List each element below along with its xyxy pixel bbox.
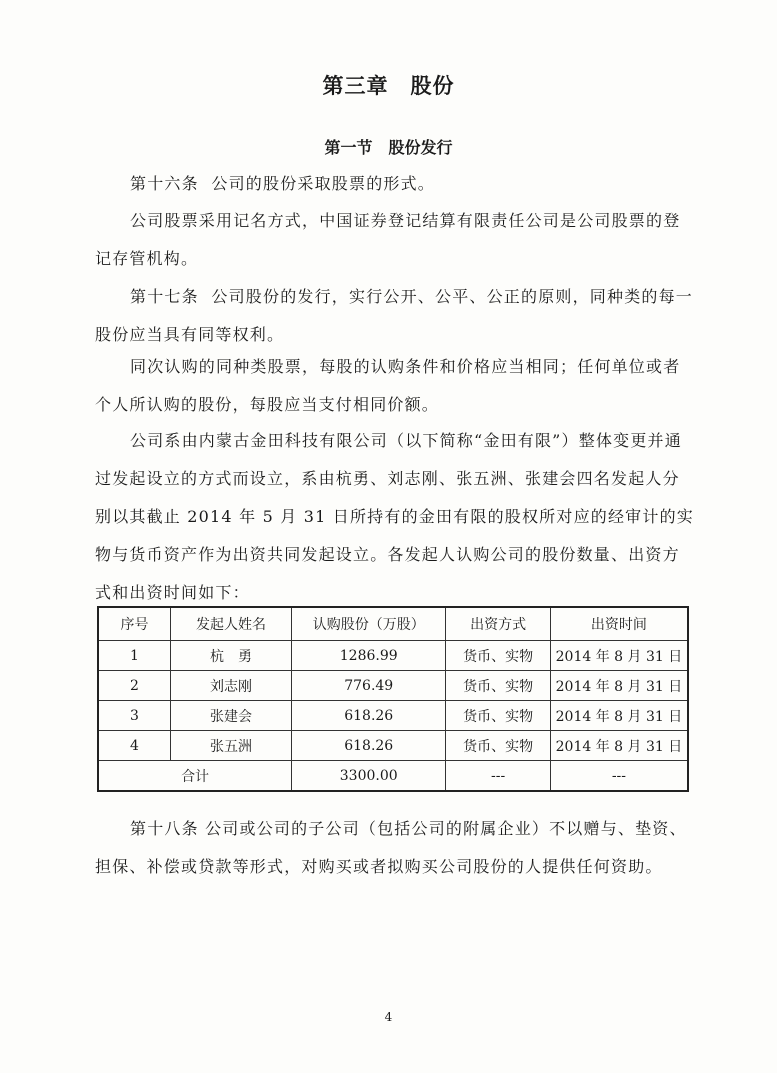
row-date: 2014 年 8 月 31 日 (550, 731, 688, 761)
total-date: --- (550, 761, 688, 792)
row-index: 4 (98, 731, 170, 761)
row-shares: 618.26 (292, 701, 446, 731)
article-16-para-2: 公司股票采用记名方式，中国证券登记结算有限责任公司是公司股票的登记存管机构。 (95, 211, 681, 268)
table-total-row (98, 761, 688, 792)
row-method: 货币、实物 (446, 641, 551, 671)
article-16 (95, 165, 695, 203)
article-17-para-3: 公司系由内蒙古金田科技有限公司（以下简称“金田有限”）整体变更并通过发起设立的方式而设立，系由杭勇、刘志刚、张五洲、张建会四名发起人分别以其截止 2014 年 5 月 31 日所持有的金田有限的股权所对应的经审计的实物与货币资产作为出资共同发起设立。各发起人认购公司的股份数量、出资方式和出资时间如下： (95, 431, 694, 602)
row-method: 货币、实物 (446, 701, 551, 731)
row-shares: 776.49 (292, 671, 446, 701)
row-name: 张五洲 (170, 731, 291, 761)
row-shares: 618.26 (292, 731, 446, 761)
chapter-title: 第三章 股份 (322, 74, 455, 98)
article-17 (95, 278, 695, 354)
header-method: 出资方式 (446, 607, 551, 641)
row-name: 杭 勇 (170, 641, 291, 671)
article-18-text: 公司或公司的子公司（包括公司的附属企业）不以赠与、垫资、担保、补偿或贷款等形式，对购买或者拟购买公司股份的人提供任何资助。 (95, 819, 687, 876)
row-name: 刘志刚 (170, 671, 291, 701)
section-title: 第一节 股份发行 (324, 138, 453, 157)
article-17-text: 公司股份的发行，实行公开、公平、公正的原则，同种类的每一股份应当具有同等权利。 (95, 287, 693, 344)
row-method: 货币、实物 (446, 671, 551, 701)
total-shares: 3300.00 (292, 761, 446, 792)
header-date: 出资时间 (550, 607, 688, 641)
article-18-label: 第十八条 (130, 819, 199, 838)
row-name: 张建会 (170, 701, 291, 731)
table-row (98, 641, 688, 671)
header-name: 发起人姓名 (170, 607, 291, 641)
table-row (98, 731, 688, 761)
table-row (98, 701, 688, 731)
article-16-label: 第十六条 (130, 174, 199, 193)
table-header-row (98, 607, 688, 641)
article-18 (95, 810, 695, 886)
header-index: 序号 (98, 607, 170, 641)
article-16-text: 公司的股份采取股票的形式。 (211, 174, 435, 193)
article-17-para-2: 同次认购的同种类股票，每股的认购条件和价格应当相同；任何单位或者个人所认购的股份，每股应当支付相同价额。 (95, 357, 681, 414)
row-shares: 1286.99 (292, 641, 446, 671)
article-17-label: 第十七条 (130, 287, 199, 306)
table-row (98, 671, 688, 701)
founders-table (97, 606, 689, 792)
row-date: 2014 年 8 月 31 日 (550, 701, 688, 731)
row-method: 货币、实物 (446, 731, 551, 761)
row-date: 2014 年 8 月 31 日 (550, 671, 688, 701)
header-shares: 认购股份（万股） (292, 607, 446, 641)
row-index: 1 (98, 641, 170, 671)
total-method: --- (446, 761, 551, 792)
row-index: 2 (98, 671, 170, 701)
total-label: 合计 (98, 761, 292, 792)
page-number: 4 (384, 1010, 393, 1024)
row-index: 3 (98, 701, 170, 731)
row-date: 2014 年 8 月 31 日 (550, 641, 688, 671)
